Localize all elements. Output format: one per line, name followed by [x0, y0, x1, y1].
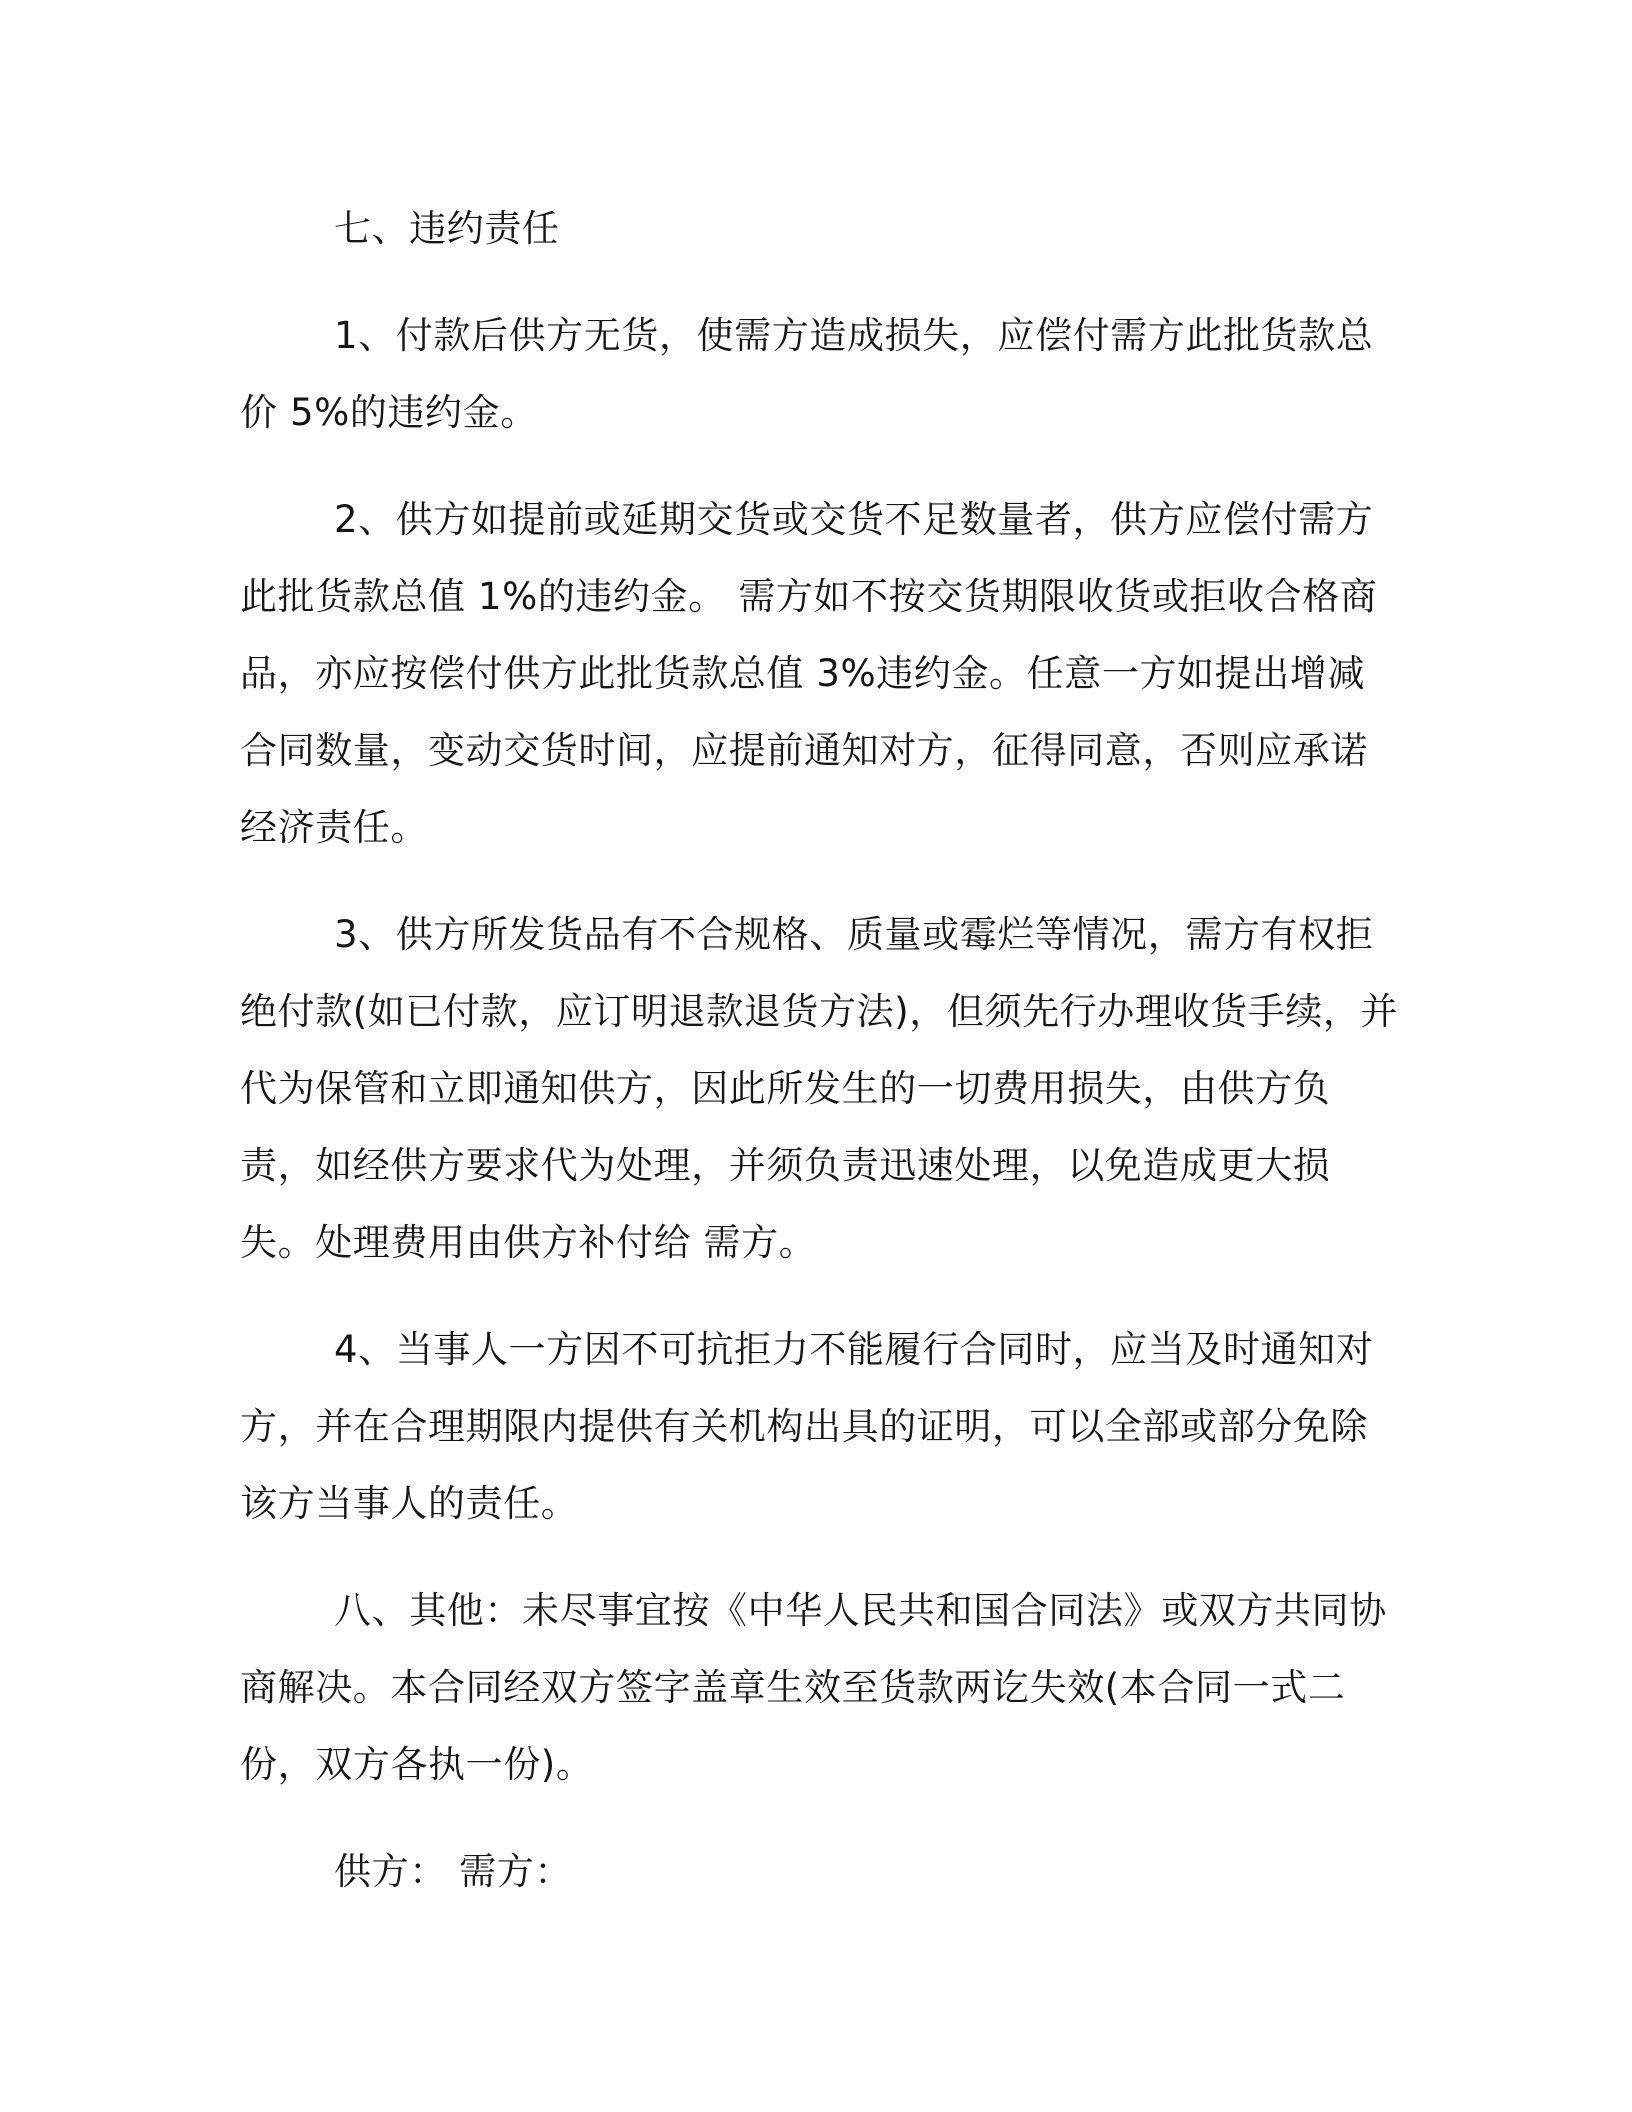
- signature-line: 供方： 需方：: [334, 1850, 572, 1893]
- section-other: 八、其他：未尽事宜按《中华人民共和国合同法》或双方共同协商解决。本合同经双方签字盖章生效至货款两讫失效(本合同一式二份，双方各执一份)。: [240, 1589, 1387, 1786]
- clause-4: 4、当事人一方因不可抗拒力不能履行合同时，应当及时通知对方，并在合理期限内提供有关机构出具的证明，可以全部或部分免除该方当事人的责任。: [240, 1328, 1374, 1525]
- clause-3: 3、供方所发货品有不合规格、质量或霉烂等情况，需方有权拒绝付款(如已付款，应订明退款退货方法)，但须先行办理收货手续，并代为保管和立即通知供方，因此所发生的一切费用损失，由供方负责，如经供方要求代为处理，并须负责迅速处理，以免造成更大损失。处理费用由供方补付给 需方。: [240, 913, 1399, 1264]
- document-body: [240, 190, 1400, 1910]
- section-heading-breach-liability: 七、违约责任: [334, 207, 560, 250]
- clause-2: 2、供方如提前或延期交货或交货不足数量者，供方应偿付需方此批货款总值 1%的违约金。 需方如不按交货期限收货或拒收合格商品，亦应按偿付供方此批货款总值 3%违约金。任意一方如提出增减合同数量，变动交货时间，应提前通知对方，征得同意，否则应承诺经济责任。: [240, 498, 1378, 849]
- clause-1: 1、付款后供方无货，使需方造成损失，应偿付需方此批货款总价 5%的违约金。: [240, 314, 1374, 434]
